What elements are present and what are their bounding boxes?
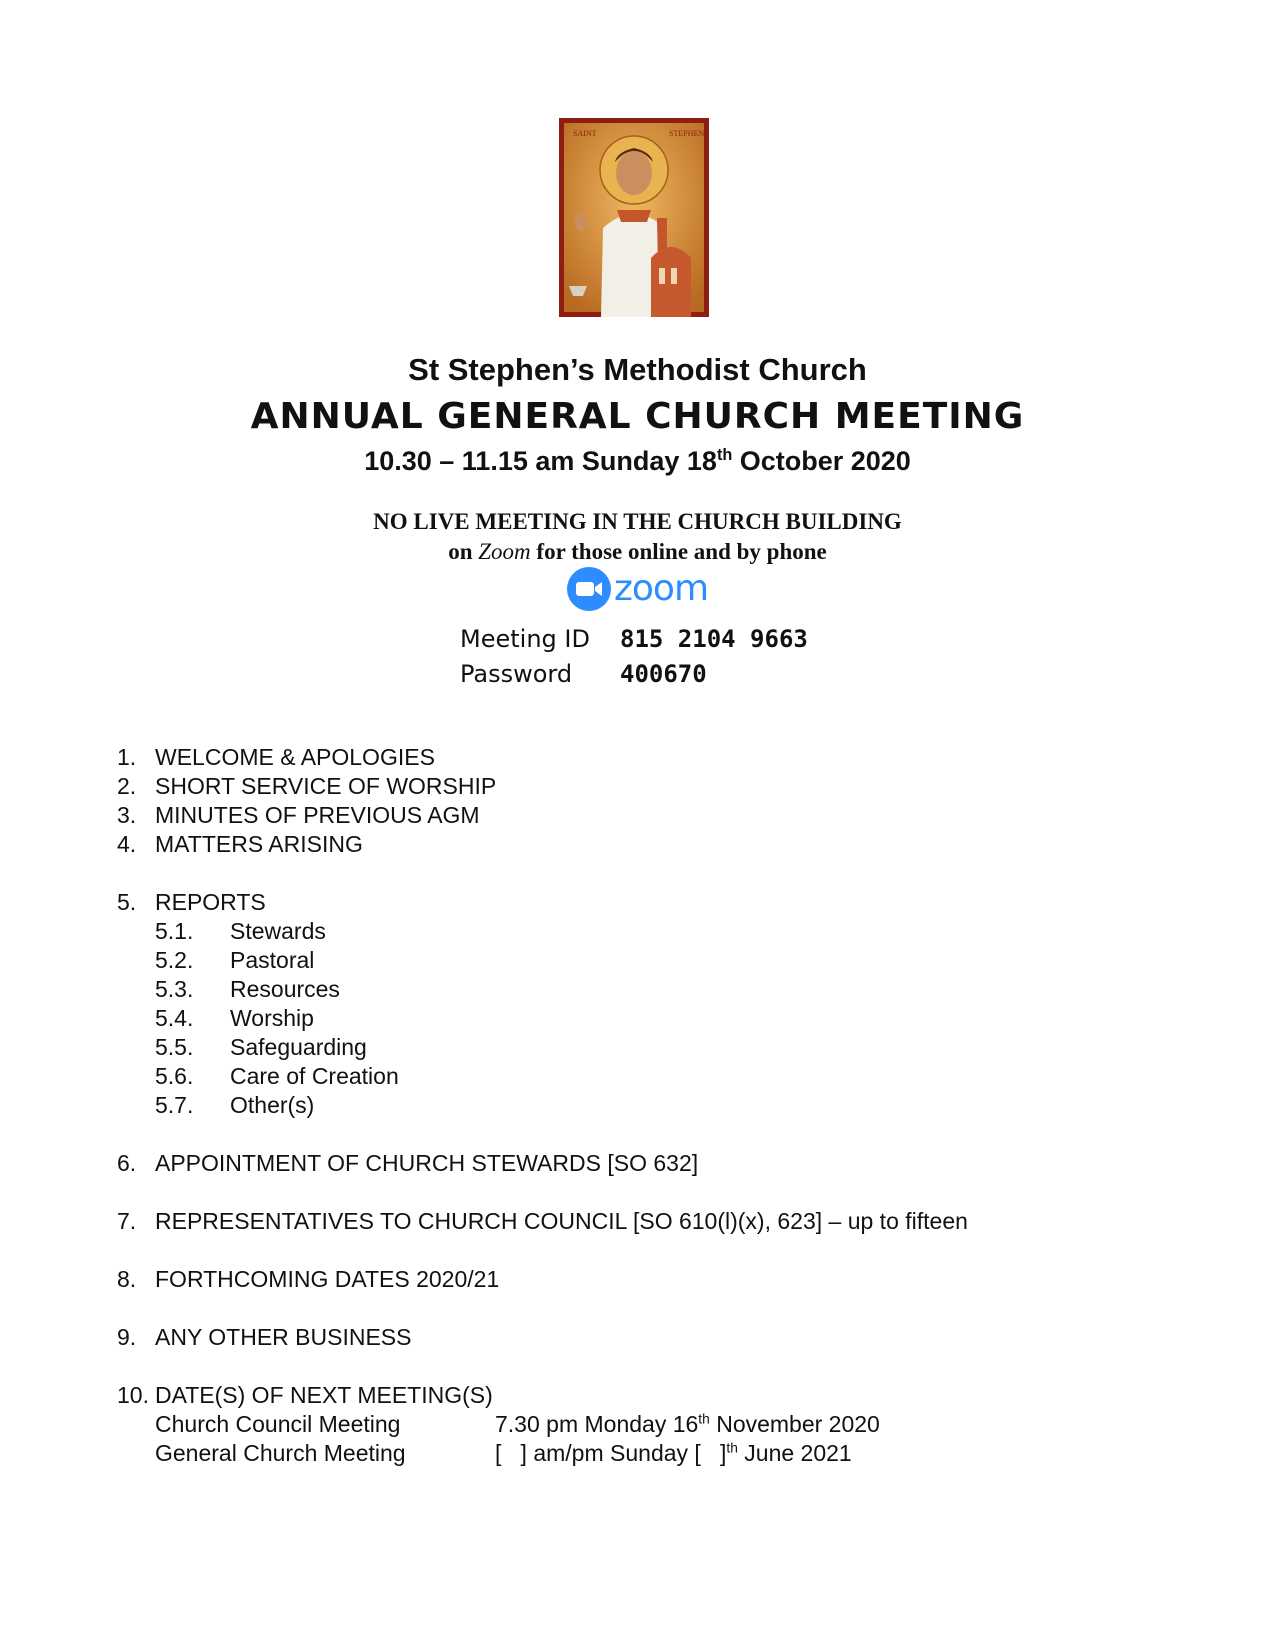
icon-label-left: SAINT xyxy=(573,129,597,138)
icon-label-right: STEPHEN xyxy=(669,129,705,138)
next-meeting-date: 7.30 pm Monday 16th November 2020 xyxy=(495,1411,880,1437)
next-meeting-row xyxy=(155,1411,880,1438)
zoom-camera-icon xyxy=(566,566,612,612)
meeting-title: ANNUAL GENERAL CHURCH MEETING xyxy=(250,396,1025,437)
zoom-logo xyxy=(566,566,714,614)
next-meeting-name: General Church Meeting xyxy=(155,1440,406,1466)
password-label: Password xyxy=(460,660,573,688)
no-live-meeting-notice: NO LIVE MEETING IN THE CHURCH BUILDING xyxy=(373,509,902,534)
next-meeting-row xyxy=(155,1440,852,1467)
church-name: St Stephen’s Methodist Church xyxy=(408,352,867,387)
meeting-id-label: Meeting ID xyxy=(460,625,590,653)
next-meeting-date: [ ] am/pm Sunday [ ]$^{th}$ June 2021 xyxy=(495,1440,852,1466)
next-meeting-name: Church Council Meeting xyxy=(155,1411,401,1437)
password-value: 400670 xyxy=(620,660,707,688)
saint-stephen-icon-image xyxy=(559,118,709,317)
zoom-wordmark: zoom xyxy=(614,568,709,609)
meeting-id-value: 815 2104 9663 xyxy=(620,625,808,653)
meeting-time: 10.30 – 11.15 am Sunday 18th October 2020 xyxy=(364,446,911,476)
zoom-online-notice: on Zoom for those online and by phone xyxy=(448,539,827,564)
